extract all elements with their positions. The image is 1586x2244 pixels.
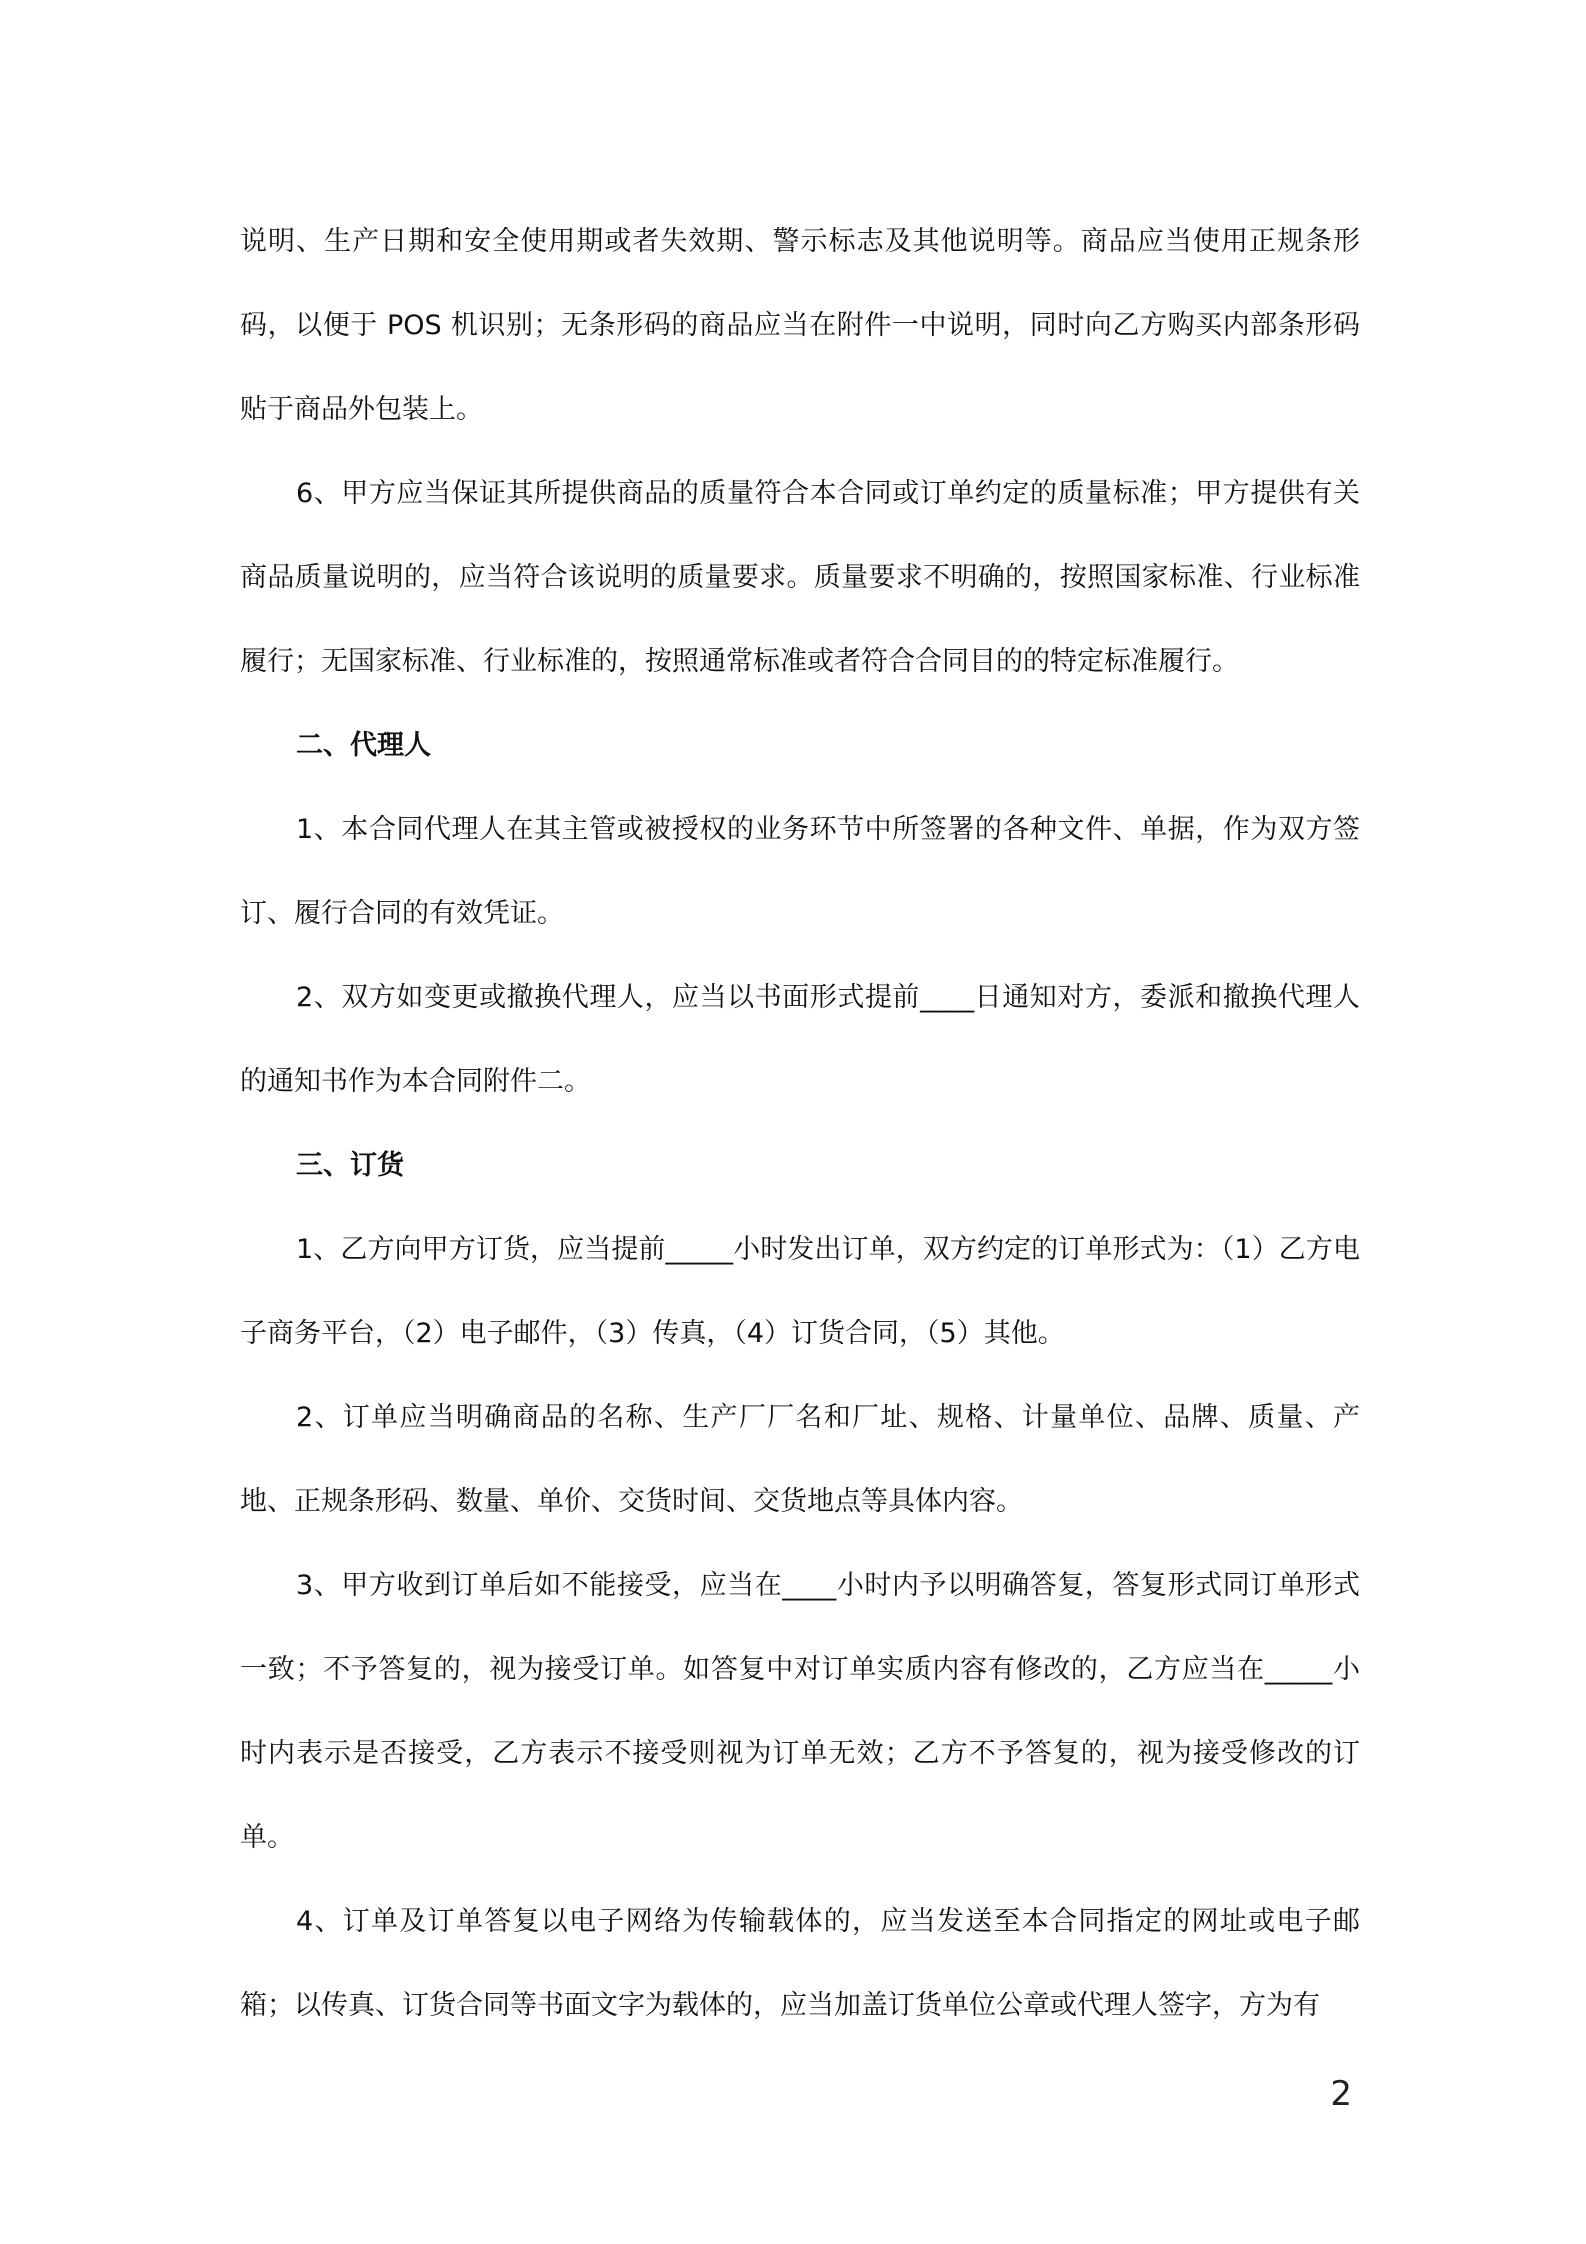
section-heading-ordering: 三、订货 [296, 1150, 404, 1181]
paragraph-agent-documents: 1、本合同代理人在其主管或被授权的业务环节中所签署的各种文件、单据，作为双方签订、履行合同的有效凭证。 [240, 814, 1360, 929]
paragraph-quality-standard: 6、甲方应当保证其所提供商品的质量符合本合同或订单约定的质量标准；甲方提供有关商品质量说明的，应当符合该说明的质量要求。质量要求不明确的，按照国家标准、行业标准履行；无国家标准、行业标准的，按照通常标准或者符合合同目的的特定标准履行。 [240, 478, 1360, 677]
paragraph-continuation: 说明、生产日期和安全使用期或者失效期、警示标志及其他说明等。商品应当使用正规条形码，以便于 POS 机识别；无条形码的商品应当在附件一中说明，同时向乙方购买内部条形码贴于商品外包装上。 [240, 226, 1360, 425]
paragraph-order-content: 2、订单应当明确商品的名称、生产厂厂名和厂址、规格、计量单位、品牌、质量、产地、正规条形码、数量、单价、交货时间、交货地点等具体内容。 [240, 1402, 1360, 1517]
paragraph-agent-change: 2、双方如变更或撤换代理人，应当以书面形式提前____日通知对方，委派和撤换代理人的通知书作为本合同附件二。 [240, 982, 1360, 1097]
paragraph-order-form: 1、乙方向甲方订货，应当提前_____小时发出订单，双方约定的订单形式为：（1）乙方电子商务平台，（2）电子邮件，（3）传真，（4）订货合同，（5）其他。 [240, 1234, 1360, 1349]
page-number: 2 [1330, 2074, 1352, 2114]
paragraph-order-transmission: 4、订单及订单答复以电子网络为传输载体的，应当发送至本合同指定的网址或电子邮箱；以传真、订货合同等书面文字为载体的，应当加盖订货单位公章或代理人签字，方为有 [240, 1906, 1360, 2021]
document-body [240, 200, 1360, 2048]
paragraph-order-reply: 3、甲方收到订单后如不能接受，应当在____小时内予以明确答复，答复形式同订单形式一致；不予答复的，视为接受订单。如答复中对订单实质内容有修改的，乙方应当在_____小时内表示是否接受，乙方表示不接受则视为订单无效；乙方不予答复的，视为接受修改的订单。 [240, 1570, 1360, 1853]
section-heading-agent: 二、代理人 [296, 730, 431, 761]
